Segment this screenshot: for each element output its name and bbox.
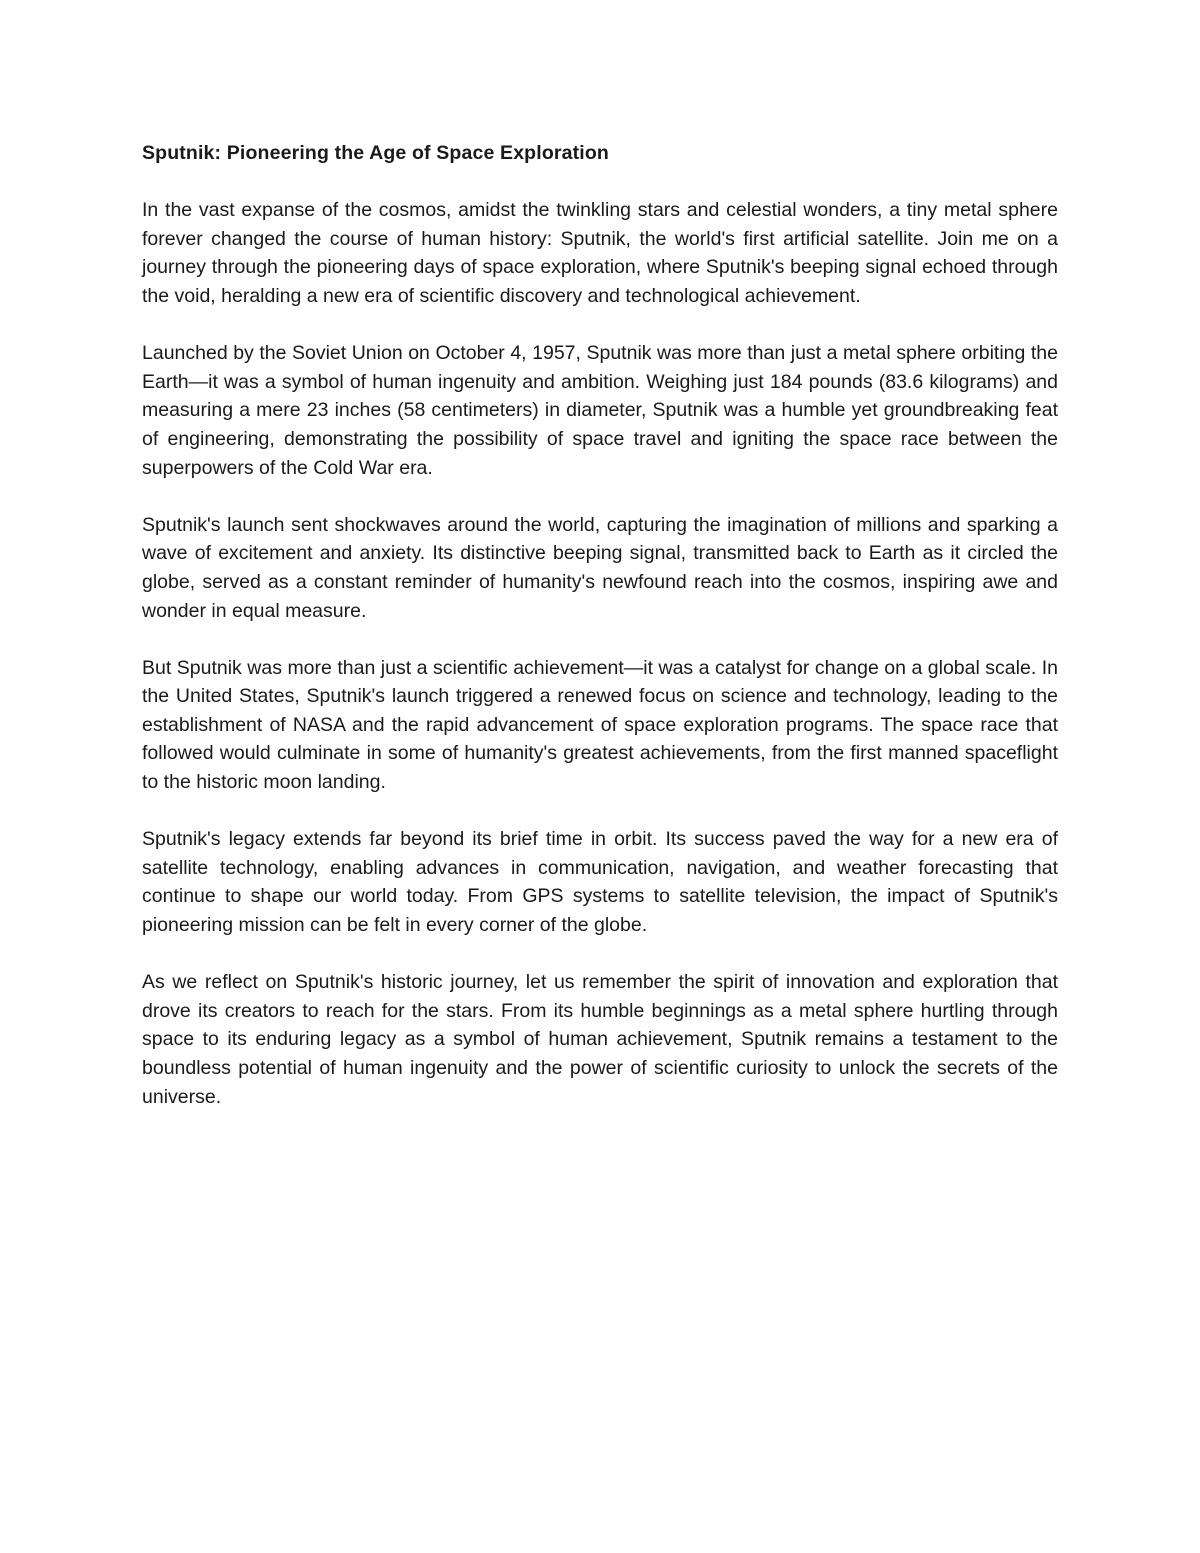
paragraph-legacy: Sputnik's legacy extends far beyond its brief time in orbit. Its success paved the way for a new era of satellite technology, enabling advances in communication, navigation, and weather forecasting that continue to shape our world today. From GPS systems to satellite television, the impact of Sputnik's pioneering mission can be felt in every corner of the globe. <box>142 828 1058 937</box>
document-title: Sputnik: Pioneering the Age of Space Exploration <box>142 142 609 164</box>
paragraph-launch: Launched by the Soviet Union on October 4, 1957, Sputnik was more than just a metal sphere orbiting the Earth—it was a symbol of human ingenuity and ambition. Weighing just 184 pounds (83.6 kilograms) and measuring a mere 23 inches (58 centimeters) in diameter, Sputnik was a humble yet groundbreaking feat of engineering, demonstrating the possibility of space travel and igniting the space race between the superpowers of the Cold War era. <box>142 342 1058 479</box>
paragraph-impact: Sputnik's launch sent shockwaves around the world, capturing the imagination of millions and sparking a wave of excitement and anxiety. Its distinctive beeping signal, transmitted back to Earth as it circled the globe, served as a constant reminder of humanity's newfound reach into the cosmos, inspiring awe and wonder in equal measure. <box>142 513 1058 622</box>
paragraph-conclusion: As we reflect on Sputnik's historic journey, let us remember the spirit of innovation and exploration that drove its creators to reach for the stars. From its humble beginnings as a metal sphere hurtling through space to its enduring legacy as a symbol of human achievement, Sputnik remains a testament to the boundless potential of human ingenuity and the power of scientific curiosity to unlock the secrets of the universe. <box>142 971 1058 1108</box>
document-body <box>142 139 1058 1140</box>
paragraph-catalyst: But Sputnik was more than just a scientific achievement—it was a catalyst for change on a global scale. In the United States, Sputnik's launch triggered a renewed focus on science and technology, leading to the establishment of NASA and the rapid advancement of space exploration programs. The space race that followed would culminate in some of humanity's greatest achievements, from the first manned spaceflight to the historic moon landing. <box>142 656 1058 794</box>
paragraph-intro: In the vast expanse of the cosmos, amidst the twinkling stars and celestial wonders, a tiny metal sphere forever changed the course of human history: Sputnik, the world's first artificial satellite. Join me on a journey through the pioneering days of space exploration, where Sputnik's beeping signal echoed through the void, heralding a new era of scientific discovery and technological achievement. <box>142 199 1058 307</box>
